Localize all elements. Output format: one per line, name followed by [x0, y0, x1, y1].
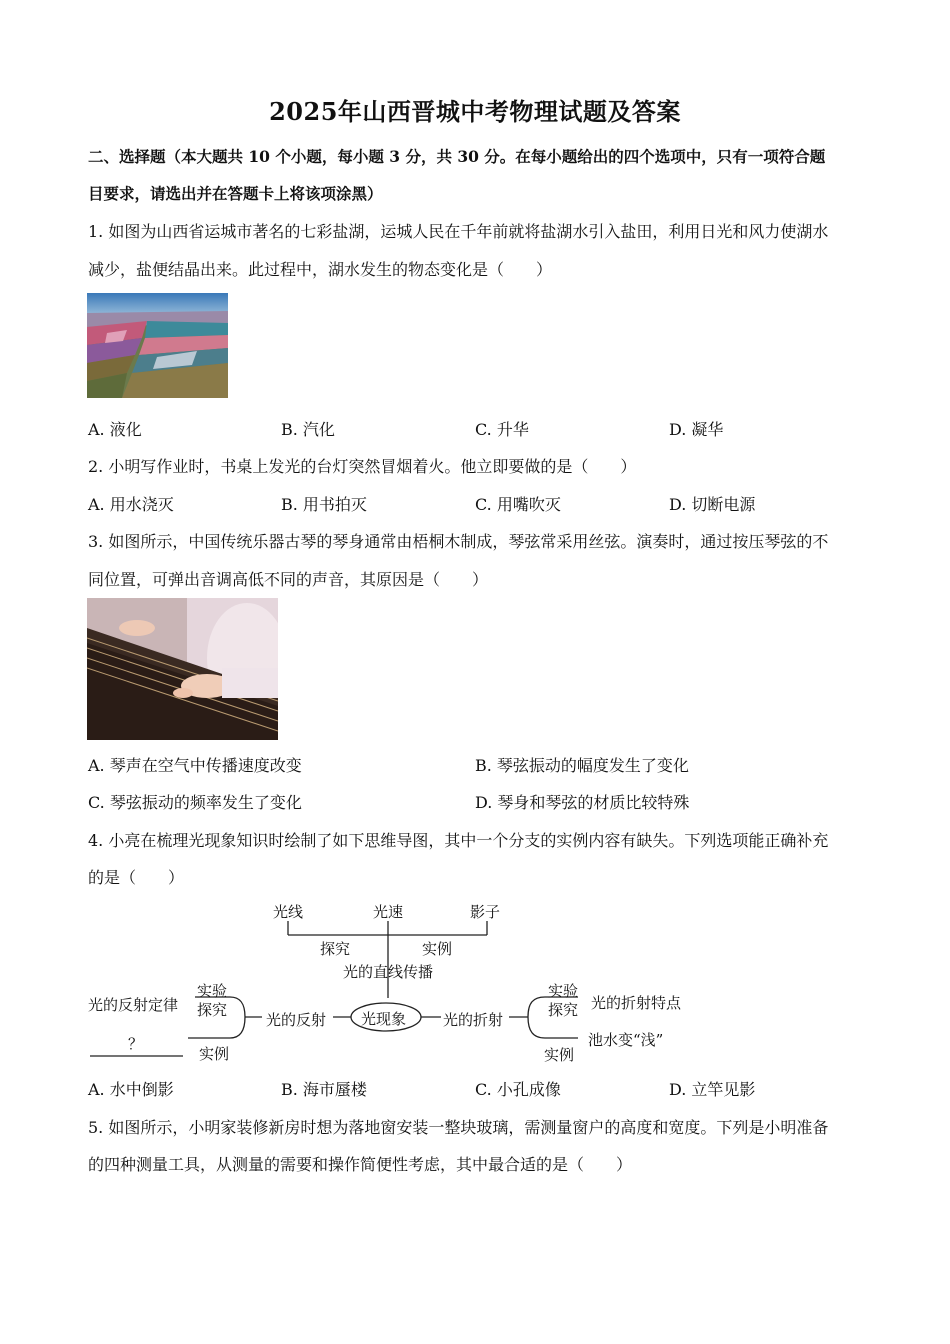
question-3-text-line1: 3. 如图所示，中国传统乐器古琴的琴身通常由梧桐木制成，琴弦常采用丝弦。演奏时，通过按压琴弦的不	[88, 532, 829, 551]
q4-option-d: D. 立竿见影	[669, 1080, 756, 1099]
q1-option-b: B. 汽化	[281, 420, 335, 439]
mindmap-reflection-law: 光的反射定律	[88, 996, 179, 1014]
mindmap-left-example: 实例	[199, 1045, 230, 1063]
section-instructions-line2: 目要求，请选出并在答题卡上将该项涂黑）	[88, 184, 383, 203]
mindmap-straight-propagation: 光的直线传播	[343, 963, 434, 981]
mindmap-light-ray: 光线	[273, 903, 304, 921]
mindmap-explore-top: 探究	[320, 940, 351, 958]
mindmap-right-experiment: 实验	[548, 982, 579, 1000]
mindmap-right-explore: 探究	[548, 1001, 579, 1019]
question-5-text-line2: 的四种测量工具，从测量的需要和操作简便性考虑，其中最合适的是（ ）	[88, 1155, 633, 1174]
question-4-text-line2: 的是（ ）	[88, 868, 185, 887]
q2-option-d: D. 切断电源	[669, 495, 756, 514]
section-instructions-line1: 二、选择题（本大题共 10 个小题，每小题 3 分，共 30 分。在每小题给出的四个选项中，只有一项符合题	[88, 147, 826, 166]
mindmap-center-optics: 光现象	[361, 1010, 407, 1028]
q3-option-a: A. 琴声在空气中传播速度改变	[88, 756, 302, 775]
page-title: 2025年山西晋城中考物理试题及答案	[269, 97, 681, 126]
mindmap-right-example: 实例	[544, 1046, 575, 1064]
q3-option-b: B. 琴弦振动的幅度发生了变化	[475, 756, 689, 775]
question-1-text-line1: 1. 如图为山西省运城市著名的七彩盐湖，运城人民在千年前就将盐湖水引入盐田，利用日光和风力使湖水	[88, 222, 829, 241]
question-2-text: 2. 小明写作业时，书桌上发光的台灯突然冒烟着火。他立即要做的是（ ）	[88, 457, 637, 476]
q1-option-d: D. 凝华	[669, 420, 724, 439]
q1-option-a: A. 液化	[88, 420, 142, 439]
q4-option-a: A. 水中倒影	[88, 1080, 174, 1099]
q1-option-c: C. 升华	[475, 420, 529, 439]
q3-option-d: D. 琴身和琴弦的材质比较特殊	[475, 793, 690, 812]
mindmap-pool-shallow: 池水变“浅”	[588, 1031, 664, 1049]
q2-option-b: B. 用书拍灭	[281, 495, 367, 514]
mindmap-light-speed: 光速	[373, 903, 404, 921]
q3-option-c: C. 琴弦振动的频率发生了变化	[88, 793, 302, 812]
mindmap-reflection: 光的反射	[266, 1011, 327, 1029]
mindmap-left-explore: 探究	[197, 1001, 228, 1019]
mindmap-refraction: 光的折射	[443, 1011, 504, 1029]
q4-option-b: B. 海市蜃楼	[281, 1080, 367, 1099]
mindmap-example-top: 实例	[422, 940, 453, 958]
q2-option-a: A. 用水浇灭	[88, 495, 174, 514]
q4-option-c: C. 小孔成像	[475, 1080, 561, 1099]
question-4-text-line1: 4. 小亮在梳理光现象知识时绘制了如下思维导图，其中一个分支的实例内容有缺失。下列选项能正确补充	[88, 831, 829, 850]
mindmap-missing-example: ？	[128, 1035, 144, 1053]
question-5-text-line1: 5. 如图所示，小明家装修新房时想为落地窗安装一整块玻璃，需测量窗户的高度和宽度。下列是小明准备	[88, 1118, 829, 1137]
question-3-text-line2: 同位置，可弹出音调高低不同的声音，其原因是（ ）	[88, 570, 489, 589]
mindmap-shadow: 影子	[470, 903, 501, 921]
mindmap-refraction-feature: 光的折射特点	[591, 994, 682, 1012]
question-1-text-line2: 减少，盐便结晶出来。此过程中，湖水发生的物态变化是（ ）	[88, 260, 553, 279]
mindmap-left-experiment: 实验	[197, 982, 228, 1000]
q2-option-c: C. 用嘴吹灭	[475, 495, 561, 514]
